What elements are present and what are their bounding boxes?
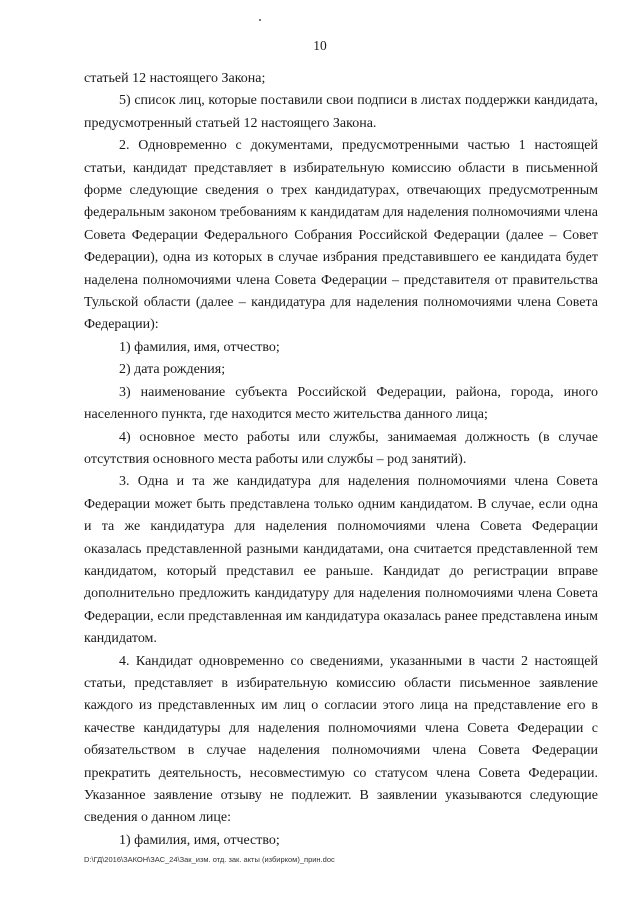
- footer-file-path: D:\ГД\2016\ЗАКОН\ЗАС_24\Зак_изм. отд. зак. акты (избирком)_прин.doc: [84, 855, 335, 864]
- scan-speck: [259, 19, 261, 21]
- paragraph: 2. Одновременно с документами, предусмотренными частью 1 настоящей статьи, кандидат представляет в избирательную комиссию области в письменной форме следующие сведения о трех кандидатурах, отвечающих предусмотренным федеральным законом требованиям к кандидатам для наделения полномочиями члена Совета Федерации Федерального Собрания Российской Федерации (далее – Совет Федерации), одна из которых в случае избрания представившего ее кандидата будет наделена полномочиями члена Совета Федерации – представителя от правительства Тульской области (далее – кандидатура для наделения полномочиями члена Совета Федерации):: [84, 138, 598, 333]
- paragraph: 2) дата рождения;: [119, 362, 226, 378]
- paragraph: статьей 12 настоящего Закона;: [84, 71, 266, 86]
- page-number: 10: [313, 38, 327, 53]
- paragraph: 1) фамилия, имя, отчество;: [119, 832, 280, 848]
- paragraph: 5) список лиц, которые поставили свои подписи в листах поддержки кандидата, предусмотренный статьей 12 настоящего Закона.: [84, 93, 598, 131]
- paragraph: 3. Одна и та же кандидатура для наделения полномочиями члена Совета Федерации может быть представлена только одним кандидатом. В случае, если одна и та же кандидатура для наделения полномочиями члена Совета Федерации оказалась представленной разными кандидатами, она считается представленной тем кандидатом, который представил ее раньше. Кандидат до регистрации вправе дополнительно предложить кандидатуру для наделения полномочиями члена Совета Федерации, если представленная им кандидатура оказалась ранее представлена иным кандидатом.: [84, 474, 598, 647]
- paragraph: 4) основное место работы или службы, занимаемая должность (в случае отсутствия основного места работы или службы – род занятий).: [84, 429, 598, 467]
- paragraph: 3) наименование субъекта Российской Федерации, района, города, иного населенного пункта, где находится место жительства данного лица;: [84, 384, 598, 423]
- document-body: [84, 68, 598, 852]
- paragraph: 4. Кандидат одновременно со сведениями, указанными в части 2 настоящей статьи, представляет в избирательную комиссию области письменное заявление каждого из представленных им лиц о согласии этого лица на представление его в качестве кандидатуры для наделения полномочиями члена Совета Федерации с обязательством в случае наделения полномочиями члена Совета Федерации прекратить деятельность, несовместимую со статусом члена Совета Федерации. Указанное заявление отзыву не подлежит. В заявлении указываются следующие сведения о данном лице:: [84, 653, 598, 826]
- paragraph: 1) фамилия, имя, отчество;: [119, 339, 280, 355]
